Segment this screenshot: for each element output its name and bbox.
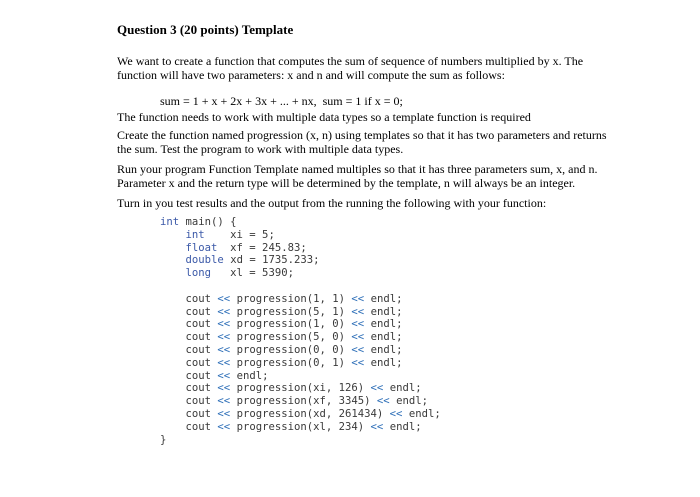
stream-operator: <<	[217, 305, 231, 318]
int-keyword: int	[160, 216, 180, 228]
declarations	[160, 229, 441, 280]
endl-token: endl;	[370, 331, 403, 344]
cout-line	[160, 408, 441, 421]
sum-formula: sum = 1 + x + 2x + 3x + ... + nx, sum = 1 if x = 0;	[160, 94, 403, 108]
endl-token: endl;	[370, 305, 403, 318]
stream-operator: <<	[376, 395, 390, 408]
stream-operator: <<	[217, 420, 231, 433]
cout-keyword: cout	[185, 369, 212, 382]
cout-line	[160, 357, 441, 370]
cout-keyword: cout	[185, 318, 212, 331]
cout-line	[160, 293, 441, 306]
cout-line	[160, 331, 441, 344]
cout-argument: progression(0, 1)	[236, 356, 346, 369]
stream-operator: <<	[217, 356, 231, 369]
stream-operator: <<	[217, 343, 231, 356]
cout-keyword: cout	[185, 420, 212, 433]
cout-line	[160, 421, 441, 434]
cout-keyword: cout	[185, 382, 212, 395]
stream-operator: <<	[217, 292, 231, 305]
stream-operator: <<	[351, 356, 365, 369]
cout-argument: progression(xi, 126)	[236, 382, 365, 395]
cout-argument: progression(5, 1)	[236, 305, 346, 318]
type-keyword: float	[185, 241, 218, 254]
main-signature-rest: main() {	[179, 216, 237, 228]
declaration-pad	[211, 267, 230, 279]
question-title: Question 3 (20 points) Template	[117, 22, 294, 37]
turn-in-paragraph: Turn in you test results and the output from the running the following with your function:	[117, 196, 547, 210]
cout-statements	[160, 293, 441, 434]
declaration-rest: xd = 1735.233;	[230, 254, 320, 267]
cout-argument: progression(1, 1)	[236, 292, 346, 305]
stream-operator: <<	[351, 331, 365, 344]
stream-operator: <<	[389, 407, 403, 420]
datatypes-paragraph: The function needs to work with multiple data types so a template function is required	[117, 110, 531, 124]
cout-line	[160, 306, 441, 319]
run-program-paragraph: Run your program Function Template named multiples so that it has three parameters sum, x, and n. Parameter x and the return type will be determined by the template, n will always be an integer.	[117, 162, 598, 190]
declaration-line	[160, 242, 441, 255]
endl-token: endl;	[389, 382, 422, 395]
type-keyword: int	[185, 228, 205, 241]
cout-argument: progression(xd, 261434)	[236, 407, 384, 420]
cout-line	[160, 395, 441, 408]
stream-operator: <<	[217, 395, 231, 408]
cout-line	[160, 344, 441, 357]
declaration-rest: xf = 245.83;	[230, 241, 307, 254]
intro-paragraph: We want to create a function that computes the sum of sequence of numbers multiplied by x. The function will have two parameters: x and n and will compute the sum as follows:	[117, 54, 584, 82]
cout-argument: progression(xf, 3345)	[236, 395, 371, 408]
endl-token: endl;	[389, 420, 422, 433]
endl-token: endl;	[370, 356, 403, 369]
stream-operator: <<	[217, 382, 231, 395]
type-keyword: long	[185, 267, 212, 280]
declaration-line	[160, 267, 441, 280]
declaration-pad	[205, 229, 231, 241]
cout-argument: progression(xl, 234)	[236, 420, 365, 433]
cout-keyword: cout	[185, 356, 212, 369]
endl-token: endl;	[370, 343, 403, 356]
stream-operator: <<	[370, 420, 384, 433]
stream-operator: <<	[351, 343, 365, 356]
endl-token: endl;	[408, 407, 441, 420]
stream-operator: <<	[351, 305, 365, 318]
type-keyword: double	[185, 254, 224, 267]
stream-operator: <<	[217, 369, 231, 382]
cout-line	[160, 318, 441, 331]
code-block	[160, 216, 441, 446]
declaration-pad	[217, 242, 230, 254]
declaration-line	[160, 254, 441, 267]
cout-argument: progression(1, 0)	[236, 318, 346, 331]
endl-token: endl;	[370, 292, 403, 305]
endl-token: endl;	[396, 395, 428, 408]
endl-token: endl;	[370, 318, 403, 331]
declaration-rest: xl = 5390;	[230, 267, 294, 280]
cout-keyword: cout	[185, 395, 212, 408]
cout-keyword: cout	[185, 305, 212, 318]
declaration-line	[160, 229, 441, 242]
cout-keyword: cout	[185, 292, 212, 305]
cout-argument: progression(0, 0)	[236, 343, 346, 356]
stream-operator: <<	[217, 407, 231, 420]
stream-operator: <<	[217, 331, 231, 344]
cout-argument: progression(5, 0)	[236, 331, 346, 344]
stream-operator: <<	[217, 318, 231, 331]
cout-line	[160, 370, 441, 383]
cout-keyword: cout	[185, 331, 212, 344]
cout-line	[160, 382, 441, 395]
cout-keyword: cout	[185, 407, 212, 420]
cout-argument: endl;	[236, 369, 269, 382]
main-signature	[160, 216, 441, 229]
stream-operator: <<	[351, 292, 365, 305]
declaration-rest: xi = 5;	[230, 228, 275, 241]
blank-line	[160, 280, 441, 293]
create-function-paragraph: Create the function named progression (x, n) using templates so that it has two parameters and returns the sum. Test the program to work with multiple data types.	[117, 128, 607, 156]
stream-operator: <<	[351, 318, 365, 331]
cout-keyword: cout	[185, 343, 212, 356]
closing-brace: }	[160, 433, 167, 446]
stream-operator: <<	[370, 382, 384, 395]
